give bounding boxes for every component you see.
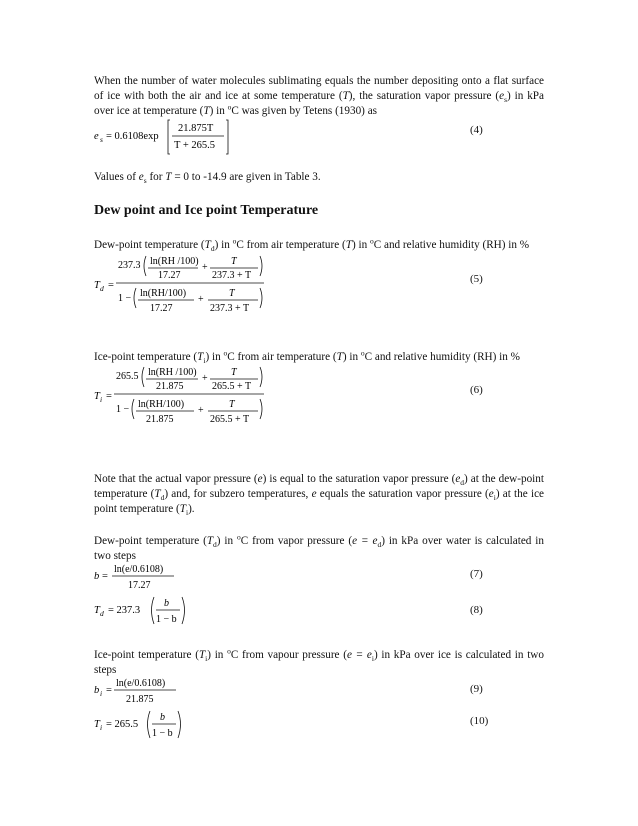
svg-text:ln(RH /100): ln(RH /100) [150,256,199,267]
svg-text:T: T [231,367,237,378]
svg-text:+: + [202,373,208,384]
equation-number: (5) [470,273,483,285]
svg-text:= 237.3: = 237.3 [108,605,141,616]
svg-text:= 0.6108exp: = 0.6108exp [106,131,159,142]
equation-number: (6) [470,384,483,396]
svg-text:=: = [106,685,112,696]
values-paragraph: Values of $e_s$ for T = 0 to -14.9 are given in Table 3. [94,171,321,186]
svg-text:i: i [100,689,103,698]
svg-text:T: T [229,288,235,299]
svg-text:T: T [94,391,100,402]
svg-text:21.875: 21.875 [126,694,154,705]
svg-text:1 − b: 1 − b [156,614,177,625]
svg-text:T + 265.5: T + 265.5 [174,140,216,151]
equation-9 [94,674,204,708]
svg-text:b: b [160,712,165,723]
svg-text:ln(RH/100): ln(RH/100) [140,288,187,299]
svg-text:b: b [94,685,100,696]
svg-text:T: T [94,719,100,730]
svg-text:265.5 + T: 265.5 + T [212,381,252,392]
svg-text:d: d [100,609,104,618]
equation-number: (4) [470,124,483,136]
svg-text:237.3 + T: 237.3 + T [212,270,252,281]
intro-paragraph: When the number of water molecules sublimating equals the number depositing onto a flat surface of ice with both the air and ice at some temperature (T), the saturation vapor pressure $(e_s)$ in kPa over ice at temperature (T) in $^o$C was given by Tetens (1930) as [94,75,544,117]
section-heading: Dew point and Ice point Temperature [94,203,319,218]
equation-8 [94,594,204,630]
svg-text:21.875: 21.875 [146,414,174,425]
svg-text:ln(RH/100): ln(RH/100) [138,399,185,410]
svg-text:b: b [164,598,169,609]
svg-text:ln(e/0.6108): ln(e/0.6108) [114,564,164,575]
svg-text:ln(RH /100): ln(RH /100) [148,367,197,378]
svg-text:17.27: 17.27 [150,303,173,314]
svg-text:17.27: 17.27 [158,270,181,281]
equation-number: (10) [470,715,489,727]
svg-text:s: s [100,135,103,144]
svg-text:265.5: 265.5 [116,371,139,382]
svg-text:T: T [94,280,100,291]
svg-text:1 −: 1 − [116,404,130,415]
svg-text:21.875: 21.875 [156,381,184,392]
svg-text:=: = [102,571,108,582]
equation-4 [94,116,254,158]
svg-text:+: + [198,405,204,416]
ice-point-steps-intro: Ice-point temperature $(T_i)$ in $^o$C from vapour pressure $(e = e_i)$ in kPa over ice is calculated in two steps [94,646,544,676]
svg-text:+: + [198,294,204,305]
dew-point-steps-intro: Dew-point temperature $(T_d)$ in $^o$C from vapor pressure $(e = e_d)$ in kPa over water is calculated in two steps [94,532,544,562]
ice-point-intro: Ice-point temperature $(T_i)$ in $^o$C from air temperature (T) in $^o$C and relative humidity (RH) in % [94,348,520,366]
equation-6 [94,363,274,427]
svg-text:1 − b: 1 − b [152,728,173,739]
equation-5 [94,252,274,316]
svg-text:T: T [94,605,100,616]
equation-number: (7) [470,568,483,580]
svg-text:237.3: 237.3 [118,260,141,271]
svg-text:265.5 + T: 265.5 + T [210,414,250,425]
dew-point-intro: Dew-point temperature $(T_d)$ in $^o$C from air temperature (T) in $^o$C and relative humidity (RH) in % [94,236,530,254]
svg-text:21.875T: 21.875T [178,123,214,134]
equation-7 [94,560,204,594]
svg-text:T: T [229,399,235,410]
svg-text:237.3 + T: 237.3 + T [210,303,250,314]
svg-text:T: T [231,256,237,267]
svg-text:=: = [106,391,112,402]
svg-text:i: i [100,395,103,404]
svg-text:d: d [100,284,104,293]
svg-text:= 265.5: = 265.5 [106,719,139,730]
equation-number: (8) [470,604,483,616]
svg-text:=: = [108,280,114,291]
svg-text:+: + [202,262,208,273]
svg-text:17.27: 17.27 [128,580,151,591]
eq4-lhs: e [94,131,99,142]
svg-text:ln(e/0.6108): ln(e/0.6108) [116,678,166,689]
svg-text:1 −: 1 − [118,293,132,304]
svg-text:b: b [94,571,100,582]
note-paragraph: Note that the actual vapor pressure (e) is equal to the saturation vapor pressure $(e_d)$ at the dew-point temperature $(T_d)$ and, for subzero temperatures, e equals the saturation vapor pressure $(e_i)$ at the ice point temperature $(T_i)$. [94,473,544,518]
equation-number: (9) [470,683,483,695]
svg-text:i: i [100,723,103,732]
equation-10 [94,708,204,744]
